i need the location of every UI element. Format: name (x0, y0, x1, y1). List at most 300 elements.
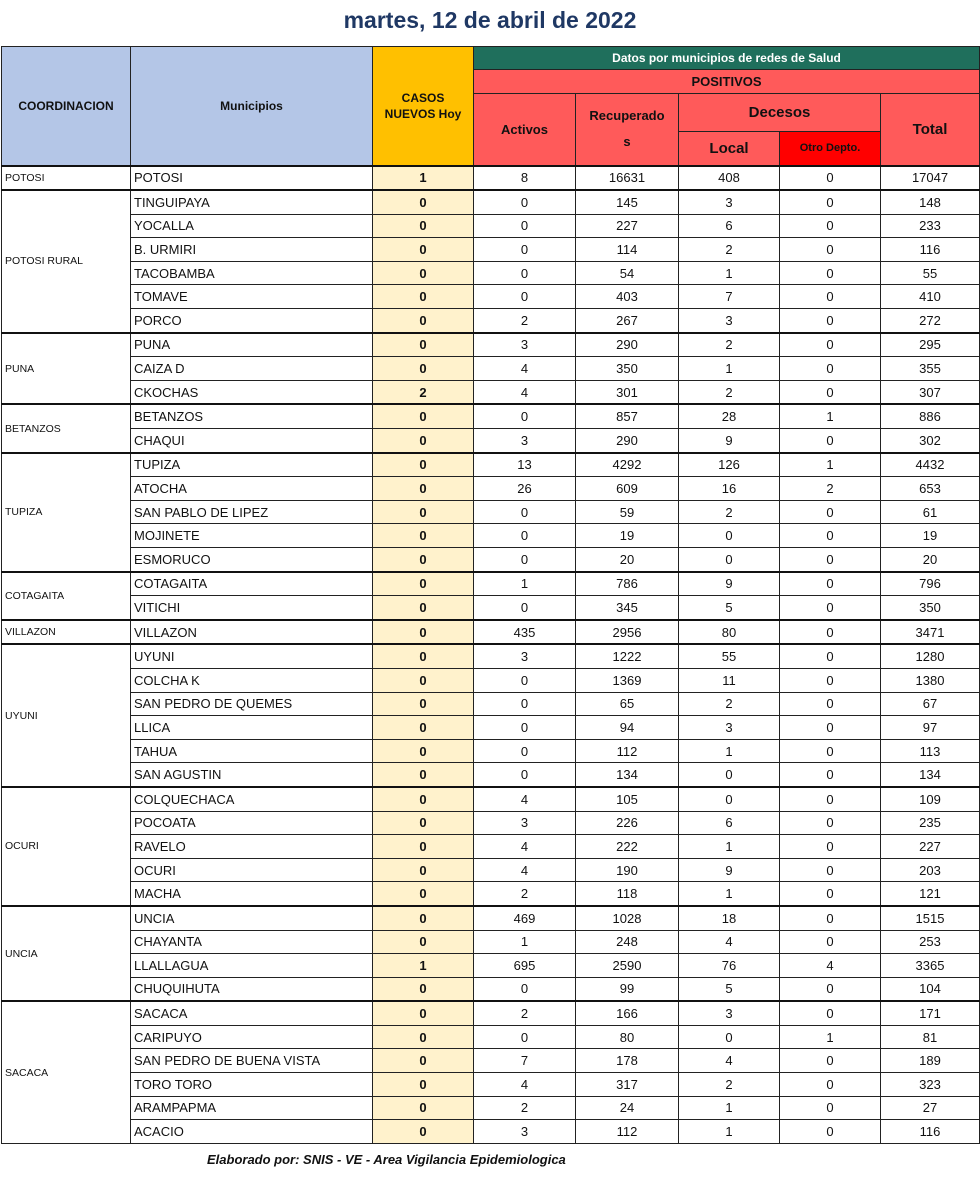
cell-activos: 2 (474, 1096, 576, 1120)
cell-local: 9 (679, 429, 780, 453)
header-casos-nuevos (373, 47, 474, 166)
cell-nuevos: 0 (373, 739, 474, 763)
cell-total: 121 (881, 882, 980, 906)
cell-activos: 0 (474, 285, 576, 309)
cell-municipio: TORO TORO (131, 1073, 373, 1097)
cell-total: 19 (881, 524, 980, 548)
cell-total: 1515 (881, 906, 980, 930)
cell-total: 1380 (881, 668, 980, 692)
cell-coordinacion: POTOSI (2, 166, 131, 191)
header-recuperados (576, 94, 679, 166)
cell-recuperados: 786 (576, 572, 679, 596)
cell-otro: 0 (780, 190, 881, 214)
cell-recuperados: 350 (576, 357, 679, 381)
cell-nuevos: 0 (373, 285, 474, 309)
cell-nuevos: 0 (373, 906, 474, 930)
header-casos-line2: NUEVOS Hoy (384, 106, 462, 121)
cell-local: 16 (679, 477, 780, 501)
cell-coordinacion: TUPIZA (2, 453, 131, 572)
cell-local: 7 (679, 285, 780, 309)
cell-nuevos: 2 (373, 380, 474, 404)
table-row (2, 261, 980, 285)
cell-recuperados: 105 (576, 787, 679, 811)
table-row (2, 811, 980, 835)
cell-nuevos: 0 (373, 930, 474, 954)
cell-otro: 0 (780, 333, 881, 357)
cell-municipio: TOMAVE (131, 285, 373, 309)
table-row (2, 429, 980, 453)
cell-recuperados: 222 (576, 835, 679, 859)
cell-activos: 0 (474, 524, 576, 548)
cell-otro: 0 (780, 906, 881, 930)
cell-local: 2 (679, 1073, 780, 1097)
cell-nuevos: 0 (373, 620, 474, 645)
cell-total: 307 (881, 380, 980, 404)
cell-municipio: ARAMPAPMA (131, 1096, 373, 1120)
cell-local: 9 (679, 858, 780, 882)
cell-municipio: COLQUECHACA (131, 787, 373, 811)
cell-municipio: UNCIA (131, 906, 373, 930)
cell-municipio: TUPIZA (131, 453, 373, 477)
table-row (2, 477, 980, 501)
cell-local: 4 (679, 930, 780, 954)
cell-total: 253 (881, 930, 980, 954)
cell-total: 27 (881, 1096, 980, 1120)
cell-total: 350 (881, 596, 980, 620)
cell-activos: 0 (474, 261, 576, 285)
cell-local: 3 (679, 190, 780, 214)
footer-credit: Elaborado por: SNIS - VE - Area Vigilancia Epidemiologica (207, 1151, 566, 1167)
table-row (2, 238, 980, 262)
cell-total: 116 (881, 238, 980, 262)
cell-otro: 0 (780, 835, 881, 859)
cell-municipio: B. URMIRI (131, 238, 373, 262)
table-row (2, 1073, 980, 1097)
table-row (2, 954, 980, 978)
cell-local: 2 (679, 380, 780, 404)
cell-municipio: RAVELO (131, 835, 373, 859)
cell-local: 2 (679, 692, 780, 716)
cell-local: 18 (679, 906, 780, 930)
cell-activos: 3 (474, 1120, 576, 1144)
cell-local: 5 (679, 596, 780, 620)
cell-recuperados: 166 (576, 1001, 679, 1025)
cell-municipio: VITICHI (131, 596, 373, 620)
cell-recuperados: 99 (576, 977, 679, 1001)
cell-local: 1 (679, 1096, 780, 1120)
cell-total: 148 (881, 190, 980, 214)
cell-nuevos: 0 (373, 261, 474, 285)
cell-nuevos: 0 (373, 214, 474, 238)
cell-activos: 0 (474, 716, 576, 740)
cell-municipio: COLCHA K (131, 668, 373, 692)
cell-otro: 0 (780, 1073, 881, 1097)
cell-otro: 0 (780, 214, 881, 238)
cell-recuperados: 345 (576, 596, 679, 620)
cell-activos: 4 (474, 357, 576, 381)
cell-recuperados: 1222 (576, 644, 679, 668)
cell-nuevos: 0 (373, 404, 474, 428)
cell-recuperados: 609 (576, 477, 679, 501)
header-local: Local (679, 132, 780, 166)
table-row (2, 524, 980, 548)
table-row (2, 620, 980, 645)
table-row (2, 1049, 980, 1073)
table-row (2, 333, 980, 357)
cell-otro: 0 (780, 572, 881, 596)
cell-nuevos: 0 (373, 572, 474, 596)
cell-otro: 0 (780, 596, 881, 620)
cell-otro: 0 (780, 644, 881, 668)
cell-nuevos: 0 (373, 1025, 474, 1049)
cell-activos: 3 (474, 811, 576, 835)
cell-municipio: LLICA (131, 716, 373, 740)
cell-municipio: OCURI (131, 858, 373, 882)
cell-municipio: POCOATA (131, 811, 373, 835)
cell-total: 134 (881, 763, 980, 787)
cell-recuperados: 65 (576, 692, 679, 716)
table-row (2, 716, 980, 740)
cell-recuperados: 118 (576, 882, 679, 906)
cell-otro: 0 (780, 930, 881, 954)
cell-nuevos: 0 (373, 644, 474, 668)
cell-nuevos: 1 (373, 166, 474, 191)
cell-nuevos: 0 (373, 858, 474, 882)
cell-local: 1 (679, 739, 780, 763)
table-row (2, 835, 980, 859)
cell-total: 81 (881, 1025, 980, 1049)
cell-municipio: ATOCHA (131, 477, 373, 501)
cell-recuperados: 54 (576, 261, 679, 285)
cell-activos: 8 (474, 166, 576, 191)
cell-total: 113 (881, 739, 980, 763)
header-total: Total (881, 94, 980, 166)
cell-total: 227 (881, 835, 980, 859)
cell-local: 9 (679, 572, 780, 596)
cell-local: 80 (679, 620, 780, 645)
cell-otro: 0 (780, 692, 881, 716)
cell-activos: 0 (474, 500, 576, 524)
table-row (2, 572, 980, 596)
cell-otro: 0 (780, 380, 881, 404)
cell-activos: 4 (474, 380, 576, 404)
cell-recuperados: 190 (576, 858, 679, 882)
cell-otro: 0 (780, 716, 881, 740)
cell-total: 20 (881, 548, 980, 572)
cell-nuevos: 1 (373, 954, 474, 978)
cell-activos: 1 (474, 930, 576, 954)
cell-activos: 695 (474, 954, 576, 978)
cell-otro: 0 (780, 500, 881, 524)
table-row (2, 596, 980, 620)
table-row (2, 858, 980, 882)
cell-activos: 2 (474, 309, 576, 333)
table-row (2, 1096, 980, 1120)
cell-local: 0 (679, 763, 780, 787)
cell-coordinacion: COTAGAITA (2, 572, 131, 620)
cell-total: 355 (881, 357, 980, 381)
table-row (2, 380, 980, 404)
cell-nuevos: 0 (373, 1001, 474, 1025)
cell-recuperados: 227 (576, 214, 679, 238)
table-row (2, 692, 980, 716)
cell-municipio: TAHUA (131, 739, 373, 763)
table-row (2, 404, 980, 428)
cell-otro: 0 (780, 548, 881, 572)
cell-local: 0 (679, 524, 780, 548)
header-datos: Datos por municipios de redes de Salud (474, 47, 980, 70)
cell-local: 408 (679, 166, 780, 191)
cell-municipio: PORCO (131, 309, 373, 333)
cell-nuevos: 0 (373, 977, 474, 1001)
cell-local: 76 (679, 954, 780, 978)
cell-otro: 0 (780, 787, 881, 811)
cell-recuperados: 403 (576, 285, 679, 309)
cell-total: 104 (881, 977, 980, 1001)
cell-total: 116 (881, 1120, 980, 1144)
cell-activos: 4 (474, 858, 576, 882)
cell-municipio: MACHA (131, 882, 373, 906)
cell-municipio: CHAYANTA (131, 930, 373, 954)
page-title: martes, 12 de abril de 2022 (343, 7, 637, 33)
table-row (2, 166, 980, 191)
header-recuperados-line1: Recuperado (589, 108, 665, 124)
cell-otro: 0 (780, 763, 881, 787)
cell-local: 28 (679, 404, 780, 428)
cell-otro: 0 (780, 1120, 881, 1144)
table-row (2, 190, 980, 214)
cell-total: 796 (881, 572, 980, 596)
table-row (2, 285, 980, 309)
cell-otro: 0 (780, 1096, 881, 1120)
covid-table (1, 46, 980, 1144)
cell-recuperados: 134 (576, 763, 679, 787)
cell-municipio: COTAGAITA (131, 572, 373, 596)
cell-otro: 1 (780, 1025, 881, 1049)
cell-municipio: SACACA (131, 1001, 373, 1025)
cell-municipio: TACOBAMBA (131, 261, 373, 285)
cell-recuperados: 4292 (576, 453, 679, 477)
cell-activos: 0 (474, 763, 576, 787)
cell-local: 2 (679, 333, 780, 357)
cell-local: 11 (679, 668, 780, 692)
cell-otro: 4 (780, 954, 881, 978)
cell-otro: 0 (780, 524, 881, 548)
cell-otro: 0 (780, 977, 881, 1001)
table-row (2, 763, 980, 787)
table-row (2, 500, 980, 524)
cell-municipio: VILLAZON (131, 620, 373, 645)
cell-local: 0 (679, 548, 780, 572)
cell-local: 3 (679, 716, 780, 740)
table-row (2, 309, 980, 333)
cell-municipio: CHUQUIHUTA (131, 977, 373, 1001)
cell-nuevos: 0 (373, 238, 474, 262)
cell-recuperados: 267 (576, 309, 679, 333)
cell-activos: 0 (474, 548, 576, 572)
cell-nuevos: 0 (373, 190, 474, 214)
header-recuperados-line2: s (623, 134, 631, 150)
cell-local: 126 (679, 453, 780, 477)
cell-activos: 2 (474, 882, 576, 906)
cell-recuperados: 2956 (576, 620, 679, 645)
cell-recuperados: 59 (576, 500, 679, 524)
cell-activos: 0 (474, 1025, 576, 1049)
cell-local: 1 (679, 882, 780, 906)
cell-otro: 0 (780, 739, 881, 763)
cell-nuevos: 0 (373, 596, 474, 620)
cell-coordinacion: UNCIA (2, 906, 131, 1001)
cell-total: 203 (881, 858, 980, 882)
cell-coordinacion: BETANZOS (2, 404, 131, 452)
header-otro-depto: Otro Depto. (780, 132, 881, 166)
cell-activos: 0 (474, 977, 576, 1001)
table-row (2, 906, 980, 930)
cell-activos: 1 (474, 572, 576, 596)
cell-otro: 0 (780, 858, 881, 882)
cell-municipio: POTOSI (131, 166, 373, 191)
cell-recuperados: 94 (576, 716, 679, 740)
cell-nuevos: 0 (373, 500, 474, 524)
cell-activos: 0 (474, 596, 576, 620)
cell-recuperados: 20 (576, 548, 679, 572)
cell-nuevos: 0 (373, 1096, 474, 1120)
cell-municipio: CAIZA D (131, 357, 373, 381)
cell-nuevos: 0 (373, 453, 474, 477)
cell-total: 410 (881, 285, 980, 309)
cell-activos: 13 (474, 453, 576, 477)
header-positivos: POSITIVOS (474, 70, 980, 94)
cell-recuperados: 1028 (576, 906, 679, 930)
cell-activos: 435 (474, 620, 576, 645)
cell-local: 2 (679, 238, 780, 262)
header-activos: Activos (474, 94, 576, 166)
table-row (2, 453, 980, 477)
cell-municipio: LLALLAGUA (131, 954, 373, 978)
cell-nuevos: 0 (373, 1073, 474, 1097)
cell-nuevos: 0 (373, 477, 474, 501)
cell-total: 272 (881, 309, 980, 333)
cell-recuperados: 2590 (576, 954, 679, 978)
cell-activos: 3 (474, 644, 576, 668)
cell-otro: 0 (780, 357, 881, 381)
table-row (2, 548, 980, 572)
cell-nuevos: 0 (373, 1120, 474, 1144)
cell-recuperados: 80 (576, 1025, 679, 1049)
cell-local: 1 (679, 357, 780, 381)
header-coordinacion: COORDINACION (2, 47, 131, 166)
cell-local: 6 (679, 811, 780, 835)
cell-total: 235 (881, 811, 980, 835)
cell-nuevos: 0 (373, 763, 474, 787)
cell-otro: 0 (780, 668, 881, 692)
cell-nuevos: 0 (373, 333, 474, 357)
cell-recuperados: 857 (576, 404, 679, 428)
table-row (2, 1025, 980, 1049)
header-municipios: Municipios (131, 47, 373, 166)
cell-total: 171 (881, 1001, 980, 1025)
cell-otro: 0 (780, 238, 881, 262)
cell-recuperados: 226 (576, 811, 679, 835)
cell-recuperados: 290 (576, 429, 679, 453)
cell-local: 3 (679, 309, 780, 333)
cell-coordinacion: SACACA (2, 1001, 131, 1143)
cell-municipio: CKOCHAS (131, 380, 373, 404)
header-decesos: Decesos (679, 94, 881, 132)
cell-recuperados: 112 (576, 739, 679, 763)
cell-otro: 2 (780, 477, 881, 501)
cell-otro: 0 (780, 285, 881, 309)
cell-total: 295 (881, 333, 980, 357)
cell-activos: 0 (474, 214, 576, 238)
cell-total: 233 (881, 214, 980, 238)
cell-coordinacion: POTOSI RURAL (2, 190, 131, 333)
cell-otro: 0 (780, 166, 881, 191)
cell-nuevos: 0 (373, 787, 474, 811)
cell-total: 886 (881, 404, 980, 428)
cell-municipio: CHAQUI (131, 429, 373, 453)
cell-total: 3365 (881, 954, 980, 978)
table-body (2, 166, 980, 1144)
cell-local: 3 (679, 1001, 780, 1025)
cell-activos: 4 (474, 787, 576, 811)
cell-recuperados: 317 (576, 1073, 679, 1097)
cell-nuevos: 0 (373, 357, 474, 381)
cell-activos: 0 (474, 190, 576, 214)
cell-activos: 469 (474, 906, 576, 930)
cell-otro: 0 (780, 1001, 881, 1025)
cell-otro: 0 (780, 882, 881, 906)
table-row (2, 930, 980, 954)
cell-municipio: ESMORUCO (131, 548, 373, 572)
cell-municipio: BETANZOS (131, 404, 373, 428)
cell-coordinacion: VILLAZON (2, 620, 131, 645)
cell-recuperados: 19 (576, 524, 679, 548)
cell-recuperados: 24 (576, 1096, 679, 1120)
cell-activos: 4 (474, 1073, 576, 1097)
cell-municipio: YOCALLA (131, 214, 373, 238)
cell-municipio: CARIPUYO (131, 1025, 373, 1049)
cell-nuevos: 0 (373, 811, 474, 835)
cell-coordinacion: PUNA (2, 333, 131, 405)
cell-total: 17047 (881, 166, 980, 191)
cell-local: 2 (679, 500, 780, 524)
cell-activos: 0 (474, 238, 576, 262)
cell-local: 0 (679, 1025, 780, 1049)
cell-total: 323 (881, 1073, 980, 1097)
cell-local: 5 (679, 977, 780, 1001)
cell-municipio: MOJINETE (131, 524, 373, 548)
cell-recuperados: 290 (576, 333, 679, 357)
cell-activos: 0 (474, 404, 576, 428)
cell-recuperados: 145 (576, 190, 679, 214)
cell-otro: 0 (780, 309, 881, 333)
cell-otro: 0 (780, 261, 881, 285)
header-casos-line1: CASOS (401, 90, 445, 105)
cell-total: 109 (881, 787, 980, 811)
cell-activos: 0 (474, 692, 576, 716)
cell-nuevos: 0 (373, 309, 474, 333)
cell-local: 0 (679, 787, 780, 811)
cell-activos: 0 (474, 739, 576, 763)
cell-local: 55 (679, 644, 780, 668)
cell-municipio: TINGUIPAYA (131, 190, 373, 214)
cell-activos: 26 (474, 477, 576, 501)
cell-local: 6 (679, 214, 780, 238)
table-row (2, 668, 980, 692)
cell-otro: 0 (780, 620, 881, 645)
cell-nuevos: 0 (373, 429, 474, 453)
